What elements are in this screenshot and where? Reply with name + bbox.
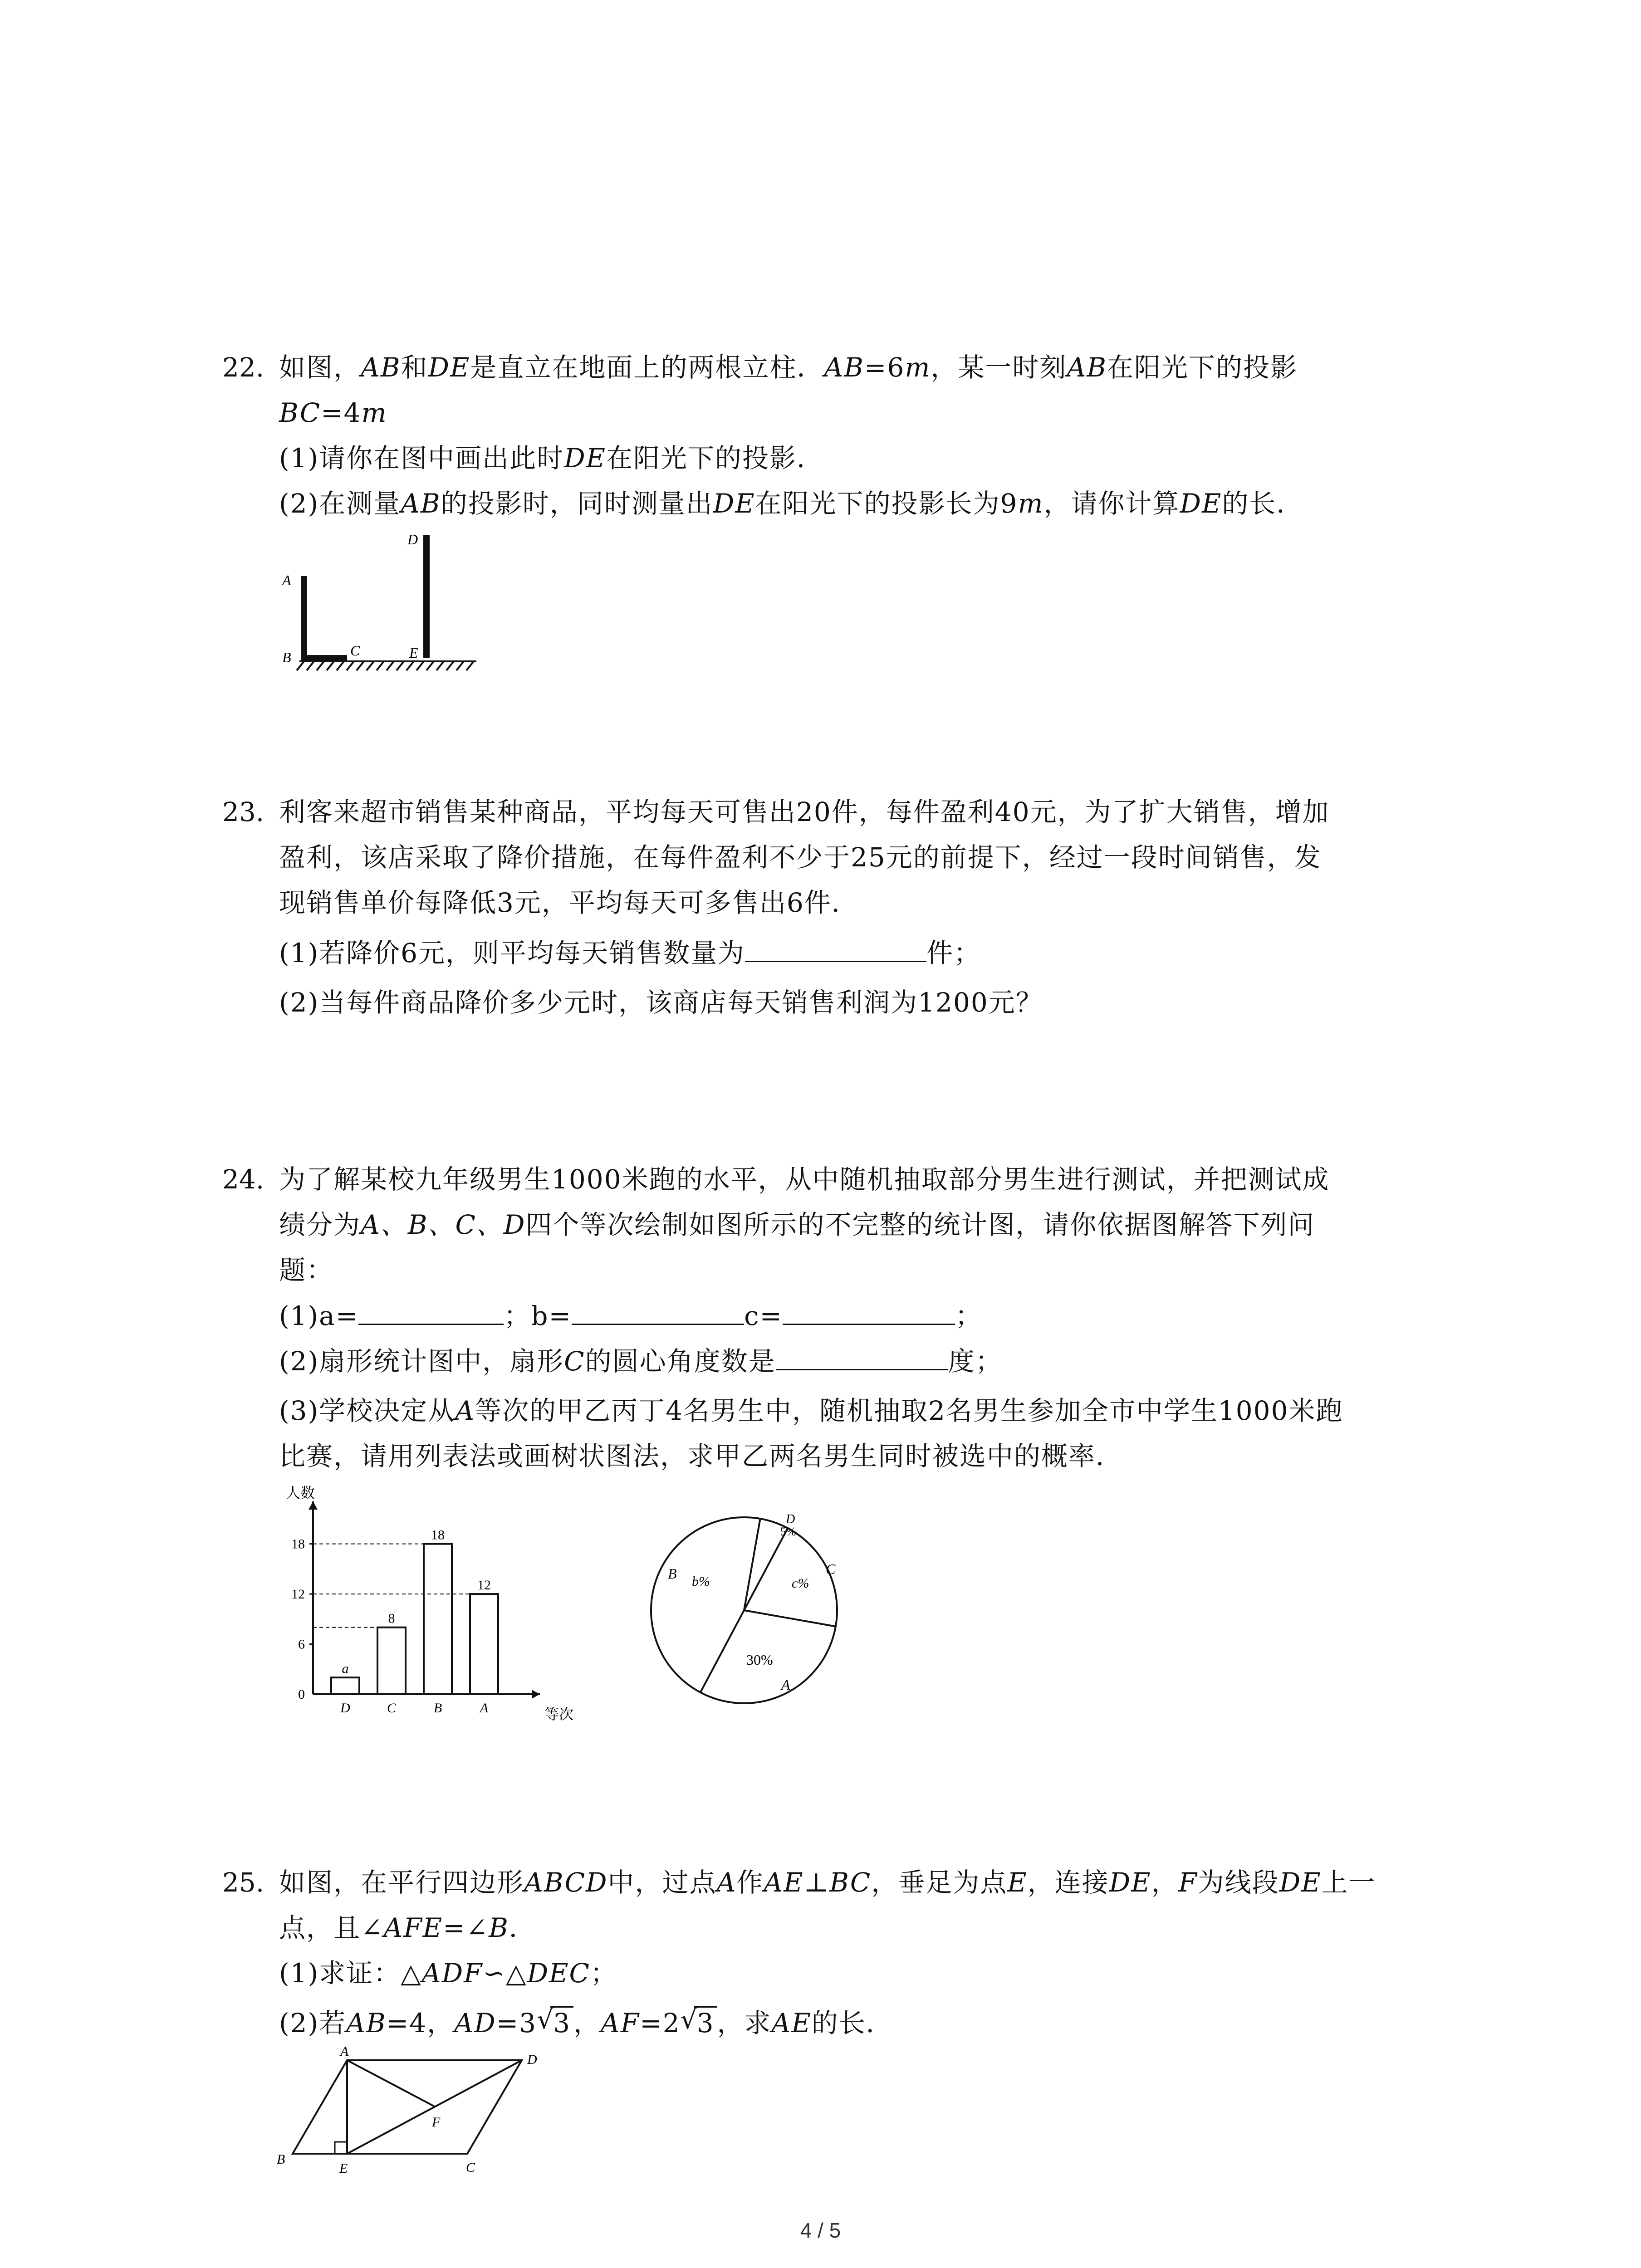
q23-line1: 利客来超市销售某种商品，平均每天可售出20件，每件盈利40元，为了扩大销售，增加 (279, 797, 1330, 827)
q22-number: 22. (222, 352, 265, 383)
pie-label-a-pct: 30% (746, 1652, 773, 1668)
q24-sub1: (1)a= ；b= c= ； (279, 1297, 982, 1334)
bar-data-label: 8 (388, 1611, 395, 1626)
pie-label-d-pct: 5% (780, 1525, 796, 1538)
label-D: D (527, 2052, 537, 2067)
q23-line2: 盈利，该店采取了降价措施，在每件盈利不少于25元的前提下，经过一段时间销售，发 (279, 842, 1322, 873)
q24-line3: 题： (279, 1255, 334, 1286)
hatch-stroke (377, 661, 384, 670)
bar (424, 1544, 452, 1694)
pie-label-b-pct: b% (692, 1574, 710, 1589)
q22-figure (272, 526, 490, 680)
hatch-stroke (337, 661, 344, 670)
hatch-stroke (436, 661, 444, 670)
segment-af (347, 2060, 435, 2107)
q23-number: 23. (222, 797, 265, 827)
q25-line2: 点，且∠AFE=∠B． (279, 1912, 536, 1943)
q24-sub3-line2: 比赛，请用列表法或画树状图法，求甲乙两名男生同时被选中的概率． (279, 1441, 1123, 1471)
parallelogram-abcd (293, 2060, 522, 2154)
q25-line1: 如图，在平行四边形ABCD中，过点A作AE⊥BC，垂足为点E，连接DE，F为线段DE上一 (279, 1867, 1376, 1898)
sqrt-3-b: √ 3 (681, 2005, 717, 2041)
label-A: A (340, 2044, 349, 2059)
y-tick-label: 0 (298, 1687, 305, 1702)
x-category-label: A (480, 1701, 489, 1716)
q23-sub1: (1)若降价6元，则平均每天销售数量为 件； (279, 934, 981, 971)
x-axis-arrow (532, 1690, 540, 1699)
label-B: B (282, 649, 291, 665)
hatch-stroke (407, 661, 414, 670)
q24-line1: 为了解某校九年级男生1000米跑的水平，从中随机抽取部分男生进行测试，并把测试成 (279, 1164, 1330, 1195)
q24-sub3: (3)学校决定从A等次的甲乙丙丁4名男生中，随机抽取2名男生参加全市中学生1000米跑 (279, 1395, 1343, 1426)
q25-sub1: (1)求证：△ADF∽△DEC； (279, 1958, 617, 1989)
label-E: E (339, 2161, 348, 2176)
bar-data-label: 12 (477, 1578, 491, 1593)
pie-label-C: C (826, 1561, 836, 1577)
pie-label-B: B (668, 1565, 677, 1582)
hatch-stroke (387, 661, 394, 670)
y-tick-label: 12 (291, 1587, 305, 1602)
y-tick-label: 18 (291, 1536, 305, 1552)
x-category-label: D (340, 1701, 350, 1716)
hatch-stroke (297, 661, 304, 670)
q23-sub2: (2)当每件商品降价多少元时，该商店每天销售利润为1200元？ (279, 987, 1043, 1018)
q22-sub1: (1)请你在图中画出此时DE在阳光下的投影． (279, 443, 824, 474)
hatch-stroke (347, 661, 354, 670)
hatch-stroke (367, 661, 374, 670)
sqrt-3-a: √ 3 (537, 2005, 573, 2041)
x-category-label: B (433, 1701, 442, 1716)
q25-number: 25. (222, 1867, 265, 1898)
q24-sub2: (2)扇形统计图中，扇形C的圆心角度数是 度； (279, 1343, 1003, 1379)
bar (470, 1594, 498, 1694)
y-axis-arrow (309, 1501, 318, 1510)
hatch-stroke (327, 661, 334, 670)
right-angle-mark (335, 2142, 347, 2154)
q25-sub2: (2)若AB=4，AD=3 √ 3 ，AF=2 √ 3 ，求AE的长． (279, 2005, 893, 2041)
page-number: 4 / 5 (800, 2219, 841, 2242)
q24-line2: 绩分为A、B、C、D四个等次绘制如图所示的不完整的统计图，请你依据图解答下列问 (279, 1209, 1315, 1240)
label-A: A (282, 572, 291, 588)
q22-line2: BC=4m (279, 397, 387, 428)
q22-sub2: (2)在测量AB的投影时，同时测量出DE在阳光下的投影长为9m，请你计算DE的长． (279, 488, 1304, 519)
hatch-stroke (307, 661, 314, 670)
bar-data-label: 18 (431, 1527, 445, 1543)
blank-a[interactable] (358, 1297, 504, 1325)
blank-angle[interactable] (776, 1343, 948, 1370)
ground-hatch (297, 661, 474, 670)
hatch-stroke (456, 661, 464, 670)
bar-ylabel: 人数 (286, 1485, 315, 1501)
hatch-stroke (416, 661, 424, 670)
bar (377, 1628, 406, 1694)
label-E: E (409, 645, 418, 661)
label-B: B (277, 2152, 285, 2167)
q22-line1: 如图，AB和DE是直立在地面上的两根立柱．AB=6m，某一时刻AB在阳光下的投影 (279, 352, 1298, 383)
pie-chart (644, 1497, 880, 1724)
pie-label-D: D (786, 1512, 795, 1526)
hatch-stroke (426, 661, 434, 670)
hatch-stroke (466, 661, 474, 670)
hatch-stroke (317, 661, 324, 670)
hatch-stroke (446, 661, 454, 670)
label-F: F (432, 2115, 441, 2130)
q24-number: 24. (222, 1164, 265, 1195)
q23-answer-blank[interactable] (745, 934, 926, 962)
pie-label-A: A (781, 1677, 790, 1693)
label-C: C (466, 2160, 475, 2175)
bar-chart (272, 1483, 599, 1728)
q25-figure (268, 2041, 558, 2182)
label-D: D (407, 531, 418, 547)
blank-c[interactable] (783, 1297, 955, 1325)
x-category-label: C (387, 1701, 397, 1716)
bar-xlabel: 等次 (544, 1706, 574, 1722)
label-C: C (350, 642, 360, 659)
pie-label-c-pct: c% (792, 1576, 809, 1591)
bar-data-label: a (342, 1661, 349, 1677)
blank-b[interactable] (572, 1297, 744, 1325)
hatch-stroke (357, 661, 364, 670)
bar (331, 1677, 359, 1694)
q23-line3: 现销售单价每降低3元，平均每天可多售出6件． (279, 887, 859, 918)
y-tick-label: 6 (298, 1637, 305, 1652)
hatch-stroke (397, 661, 404, 670)
